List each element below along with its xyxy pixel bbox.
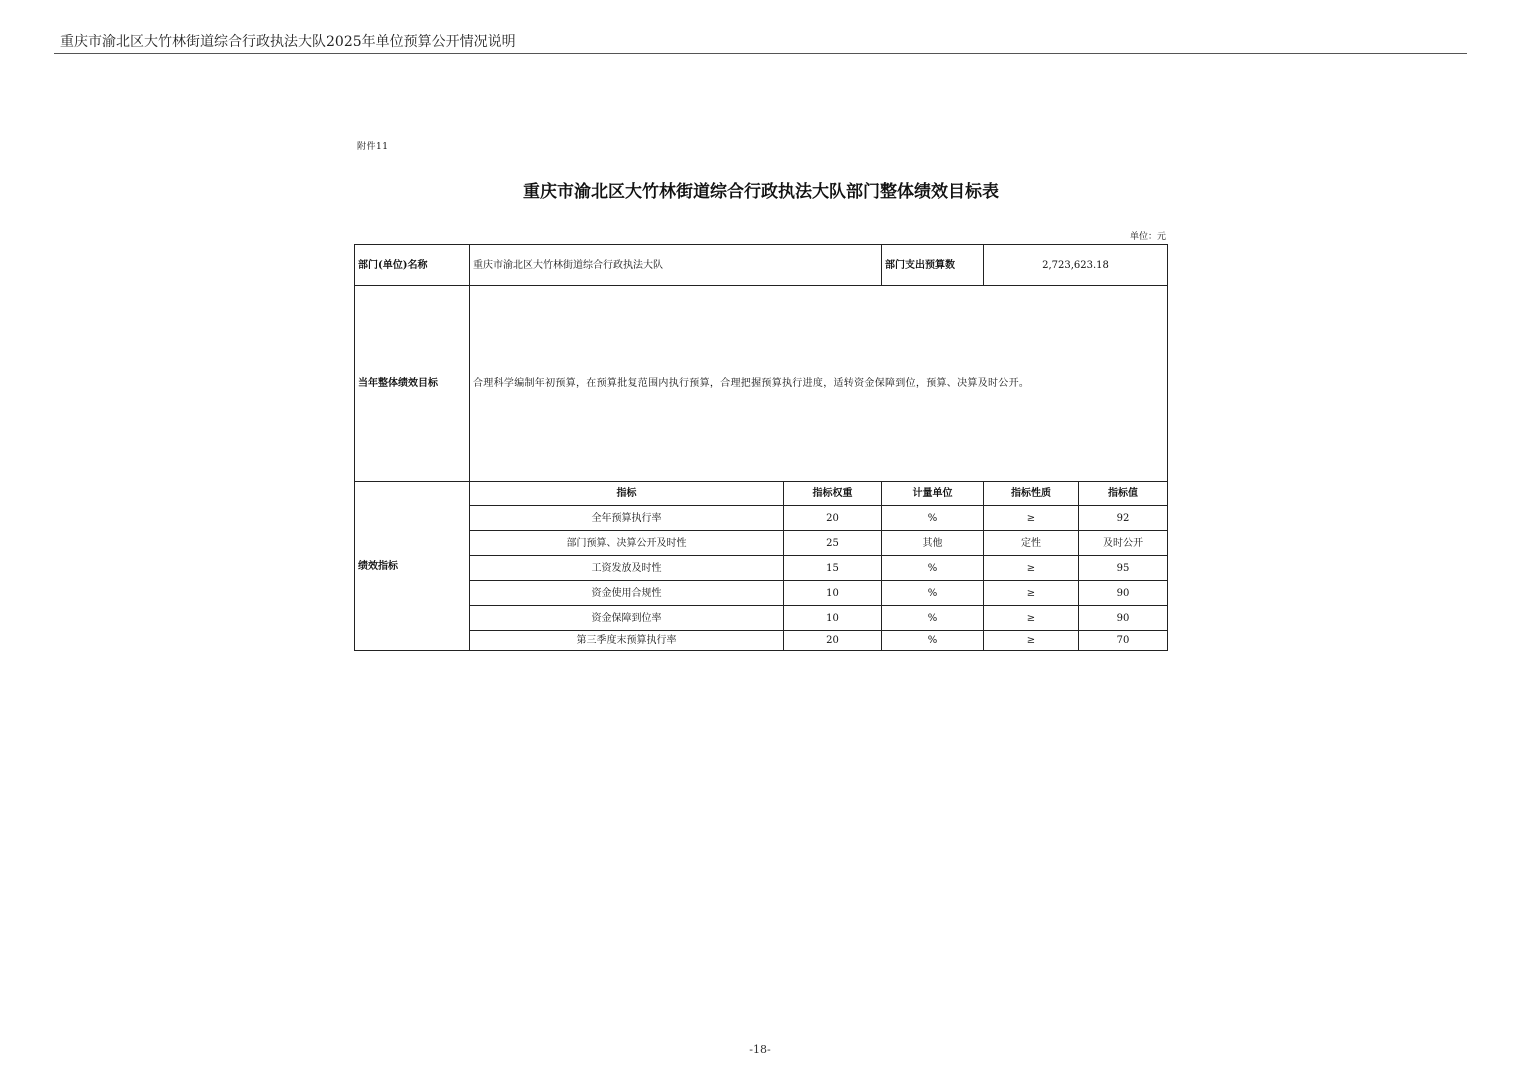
indicator-unit: % [882,631,984,651]
header-value: 指标值 [1079,482,1168,506]
budget-value: 2,723,623.18 [984,245,1168,286]
annual-goal-text: 合理科学编制年初预算，在预算批复范围内执行预算，合理把握预算执行进度，适转资金保障到位，预算、决算及时公开。 [470,286,1168,482]
indicator-value: 90 [1079,606,1168,631]
running-header: 重庆市渝北区大竹林街道综合行政执法大队2025年单位预算公开情况说明 [60,34,516,50]
table-row [355,531,1168,556]
indicator-unit: % [882,556,984,581]
indicator-unit: % [882,581,984,606]
indicator-unit: 其他 [882,531,984,556]
performance-target-table [354,244,1168,651]
budget-label: 部门支出预算数 [882,245,984,286]
header-unit: 计量单位 [882,482,984,506]
indicator-weight: 10 [784,606,882,631]
indicator-value: 95 [1079,556,1168,581]
indicator-weight: 10 [784,581,882,606]
indicator-weight: 15 [784,556,882,581]
indicator-weight: 25 [784,531,882,556]
unit-label: 单位：元 [1129,232,1166,242]
annual-goal-label: 当年整体绩效目标 [355,286,470,482]
indicator-name: 部门预算、决算公开及时性 [470,531,784,556]
indicator-nature: ≥ [984,606,1079,631]
indicator-name: 资金保障到位率 [470,606,784,631]
indicator-nature: ≥ [984,506,1079,531]
dept-name-label: 部门(单位)名称 [355,245,470,286]
document-title: 重庆市渝北区大竹林街道综合行政执法大队部门整体绩效目标表 [523,182,999,202]
indicator-name: 资金使用合规性 [470,581,784,606]
page-number: -18- [749,1043,771,1056]
indicator-nature: ≥ [984,581,1079,606]
indicator-header-row [355,482,1168,506]
header-weight: 指标权重 [784,482,882,506]
indicator-unit: % [882,606,984,631]
indicator-value: 90 [1079,581,1168,606]
attachment-label: 附件11 [357,142,389,152]
indicator-name: 工资发放及时性 [470,556,784,581]
dept-row [355,245,1168,286]
indicator-unit: % [882,506,984,531]
indicator-value: 92 [1079,506,1168,531]
indicator-weight: 20 [784,506,882,531]
table-row [355,506,1168,531]
indicator-nature: ≥ [984,556,1079,581]
table-row [355,556,1168,581]
indicator-weight: 20 [784,631,882,651]
annual-goal-row [355,286,1168,482]
indicator-nature: 定性 [984,531,1079,556]
table-row [355,581,1168,606]
indicators-label: 绩效指标 [355,482,470,651]
header-rule [54,53,1467,54]
table-row [355,631,1168,651]
header-indicator: 指标 [470,482,784,506]
indicator-nature: ≥ [984,631,1079,651]
table-row [355,606,1168,631]
indicator-value: 70 [1079,631,1168,651]
indicator-name: 第三季度末预算执行率 [470,631,784,651]
indicator-name: 全年预算执行率 [470,506,784,531]
indicator-value: 及时公开 [1079,531,1168,556]
dept-name-value: 重庆市渝北区大竹林街道综合行政执法大队 [470,245,882,286]
header-nature: 指标性质 [984,482,1079,506]
